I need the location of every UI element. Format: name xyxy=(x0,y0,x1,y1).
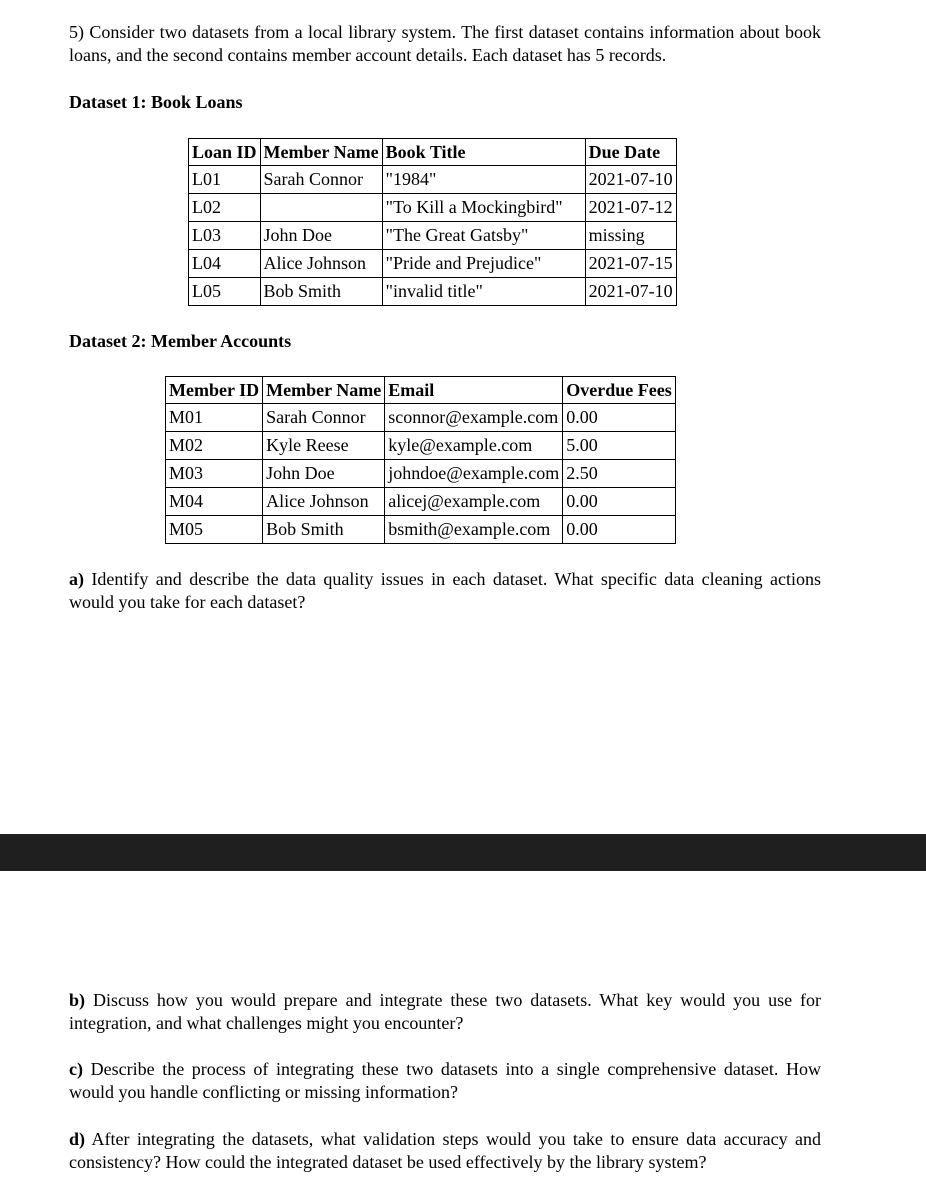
table-cell: 0.00 xyxy=(563,516,675,544)
table-cell: 2021-07-10 xyxy=(585,166,676,194)
table-cell: 2021-07-15 xyxy=(585,250,676,278)
column-header: Book Title xyxy=(382,139,585,166)
table-row xyxy=(166,432,676,460)
table-cell: Alice Johnson xyxy=(260,250,382,278)
question-a xyxy=(69,568,821,614)
table-cell: johndoe@example.com xyxy=(385,460,563,488)
table-header-row xyxy=(189,139,677,166)
question-b-label: b) xyxy=(69,990,86,1010)
table-row xyxy=(189,166,677,194)
column-header: Email xyxy=(385,377,563,404)
member-accounts-table xyxy=(165,376,676,544)
column-header: Member ID xyxy=(166,377,263,404)
question-b xyxy=(69,989,821,1035)
book-loans-table xyxy=(188,138,677,306)
table-row xyxy=(189,278,677,306)
table-cell: "1984" xyxy=(382,166,585,194)
question-d-text: After integrating the datasets, what validation steps would you take to ensure data accuracy and consistency? How could the integrated dataset be used effectively by the library system? xyxy=(69,1129,822,1172)
table-cell: L03 xyxy=(189,222,261,250)
table-cell: 0.00 xyxy=(563,404,675,432)
table-cell: kyle@example.com xyxy=(385,432,563,460)
table-cell: missing xyxy=(585,222,676,250)
table-cell: Sarah Connor xyxy=(260,166,382,194)
table-cell: M01 xyxy=(166,404,263,432)
table-cell: "Pride and Prejudice" xyxy=(382,250,585,278)
table-cell: 2021-07-12 xyxy=(585,194,676,222)
column-header: Member Name xyxy=(263,377,385,404)
column-header: Loan ID xyxy=(189,139,261,166)
table-cell: M03 xyxy=(166,460,263,488)
table-cell xyxy=(260,194,382,222)
table-cell: 2021-07-10 xyxy=(585,278,676,306)
table-cell: "To Kill a Mockingbird" xyxy=(382,194,585,222)
table-cell: 0.00 xyxy=(563,488,675,516)
table-cell: M05 xyxy=(166,516,263,544)
table-cell: Sarah Connor xyxy=(263,404,385,432)
table-row xyxy=(189,222,677,250)
dataset2-title: Dataset 2: Member Accounts xyxy=(69,331,292,351)
table-row xyxy=(166,404,676,432)
intro-paragraph: 5) Consider two datasets from a local library system. The first dataset contains information about book loans, and the second contains member account details. Each dataset has 5 records. xyxy=(69,22,821,65)
question-c xyxy=(69,1058,821,1104)
question-a-text: Identify and describe the data quality issues in each dataset. What specific data cleaning actions would you take for each dataset? xyxy=(69,569,821,612)
column-header: Member Name xyxy=(260,139,382,166)
table-cell: L05 xyxy=(189,278,261,306)
table-row xyxy=(166,488,676,516)
table-cell: bsmith@example.com xyxy=(385,516,563,544)
table-cell: Bob Smith xyxy=(260,278,382,306)
table-header-row xyxy=(166,377,676,404)
question-d-label: d) xyxy=(69,1129,86,1149)
table-cell: 2.50 xyxy=(563,460,675,488)
table-row xyxy=(189,194,677,222)
dataset1-title: Dataset 1: Book Loans xyxy=(69,92,243,112)
table-cell: "The Great Gatsby" xyxy=(382,222,585,250)
table-cell: 5.00 xyxy=(563,432,675,460)
table-cell: Bob Smith xyxy=(263,516,385,544)
redaction-bar xyxy=(0,834,926,871)
question-c-text: Describe the process of integrating these two datasets into a single comprehensive dataset. How would you handle conflicting or missing information? xyxy=(69,1059,821,1102)
table-cell: Alice Johnson xyxy=(263,488,385,516)
question-b-text: Discuss how you would prepare and integrate these two datasets. What key would you use for integration, and what challenges might you encounter? xyxy=(69,990,821,1033)
table-cell: L04 xyxy=(189,250,261,278)
table-cell: sconnor@example.com xyxy=(385,404,563,432)
column-header: Due Date xyxy=(585,139,676,166)
table-row xyxy=(166,516,676,544)
table-cell: M02 xyxy=(166,432,263,460)
table-row xyxy=(166,460,676,488)
table-cell: Kyle Reese xyxy=(263,432,385,460)
table-cell: John Doe xyxy=(260,222,382,250)
column-header: Overdue Fees xyxy=(563,377,675,404)
table-cell: John Doe xyxy=(263,460,385,488)
question-a-label: a) xyxy=(69,569,84,589)
question-c-label: c) xyxy=(69,1059,83,1079)
table-cell: L01 xyxy=(189,166,261,194)
table-cell: "invalid title" xyxy=(382,278,585,306)
table-cell: alicej@example.com xyxy=(385,488,563,516)
table-cell: L02 xyxy=(189,194,261,222)
table-cell: M04 xyxy=(166,488,263,516)
question-d xyxy=(69,1128,821,1174)
table-row xyxy=(189,250,677,278)
